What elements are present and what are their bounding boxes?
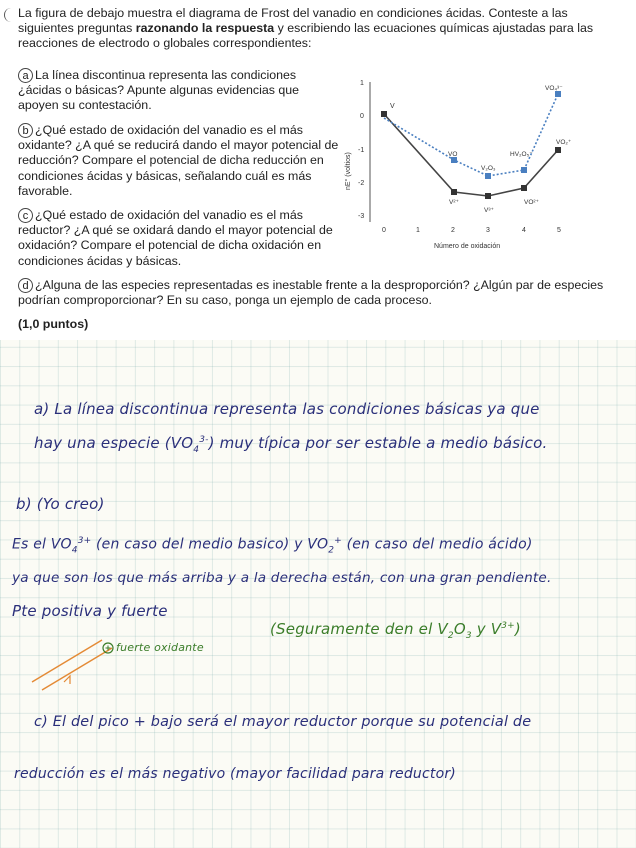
answer-c-line1: c) El del pico + bajo será el mayor reductor porque su potencial de [34, 714, 532, 730]
frost-diagram [338, 72, 588, 262]
label-vo: VO [448, 151, 458, 158]
y-tick-label: 0 [360, 113, 364, 120]
answer-b-oxidant: fuerte oxidante [116, 641, 204, 654]
label-vo4: VO₄³⁻ [545, 85, 563, 92]
solid-markers [381, 111, 561, 199]
solid-point [521, 185, 527, 191]
question-item-c: c ¿Qué estado de oxidación del vanadio es el más reductor? ¿A qué se oxidará dando el mayor potencial de oxidación? Compare el potencial de dicha oxidación en condiciones ácidas y básicas. [18, 208, 333, 268]
solid-point [555, 147, 561, 153]
answer-c-line2: reducción es el más negativo (mayor facilidad para reductor) [14, 766, 456, 782]
arrow-sketch [30, 632, 120, 692]
y-tick-group [358, 80, 364, 220]
x-tick-label: 2 [451, 227, 455, 234]
arrow-head [64, 676, 70, 684]
y-tick-label: 1 [360, 80, 364, 87]
label-hv2o5: HV₂O₅⁻ [510, 151, 533, 158]
dashed-point [485, 173, 491, 179]
question-bracket [4, 8, 13, 22]
question-item-b: b ¿Qué estado de oxidación del vanadio es el más oxidante? ¿A qué se reducirá dando el mayor potencial de reducción? Compare el potencial de dicha reducción en condiciones ácidas y básicas, señalando cuál es más favorable. [18, 123, 339, 198]
label-v: V [390, 103, 395, 110]
x-tick-label: 5 [557, 227, 561, 234]
y-tick-label: -2 [358, 180, 365, 187]
label-v2o3: V₂O₃ [481, 165, 496, 172]
x-axis-label: Número de oxidación [434, 243, 501, 250]
x-tick-label: 0 [382, 227, 386, 234]
x-tick-label: 3 [486, 227, 490, 234]
dashed-point [521, 167, 527, 173]
x-tick-group [382, 227, 561, 234]
answer-b-line3: Pte positiva y fuerte [12, 602, 168, 620]
answer-b-note: (Seguramente den el $V_2O_3$ y $V^{3+}$) [270, 620, 521, 641]
answer-b-head: b) (Yo creo) [16, 495, 105, 513]
question-item-d: d ¿Alguna de las especies representadas es inestable frente a la desproporción? ¿Algún par de especies podrían comproporcionar? En su caso, ponga un ejemplo de cada proceso. [18, 278, 604, 308]
solid-point [451, 189, 457, 195]
answer-b-line1: Es el $VO_4^{3+}$ (en caso del medio basico) y $VO_2^+$ (en caso del medio ácido) [12, 536, 533, 556]
label-vo2plus: VO₂⁺ [556, 139, 572, 146]
label-v2plus: V²⁺ [449, 199, 459, 206]
question-panel [0, 0, 636, 340]
x-tick-label: 4 [522, 227, 526, 234]
answer-b-line2: ya que son los que más arriba y a la derecha están, con una gran pendiente. [12, 570, 552, 586]
label-vo2plus2: VO²⁺ [524, 199, 539, 206]
label-v3plus: V³⁺ [484, 207, 494, 214]
x-tick-label: 1 [416, 227, 420, 234]
question-score: (1,0 puntos) [18, 317, 89, 331]
dashed-line [384, 94, 558, 176]
solid-point [485, 193, 491, 199]
answer-a-line1: a) La línea discontinua representa las condiciones básicas ya que [34, 400, 540, 418]
question-item-a: a La línea discontinua representa las condiciones ¿ácidas o básicas? Apunte algunas evidencias que apoyen su contestación. [18, 68, 300, 113]
y-axis-label: nE° (voltios) [345, 152, 352, 190]
y-tick-label: -3 [358, 213, 365, 220]
solid-point [381, 111, 387, 117]
y-tick-label: -1 [358, 147, 365, 154]
question-intro: La figura de debajo muestra el diagrama de Frost del vanadio en condiciones ácidas. Conteste a las siguientes preguntas razonando la respuesta y escribiendo las ecuaciones químicas ajustadas para las reacciones de electrodo o globales correspondientes: [18, 6, 594, 51]
answer-a-line2: hay una especie $(VO_4^{3-})$ muy típica por ser estable a medio básico. [34, 434, 548, 455]
